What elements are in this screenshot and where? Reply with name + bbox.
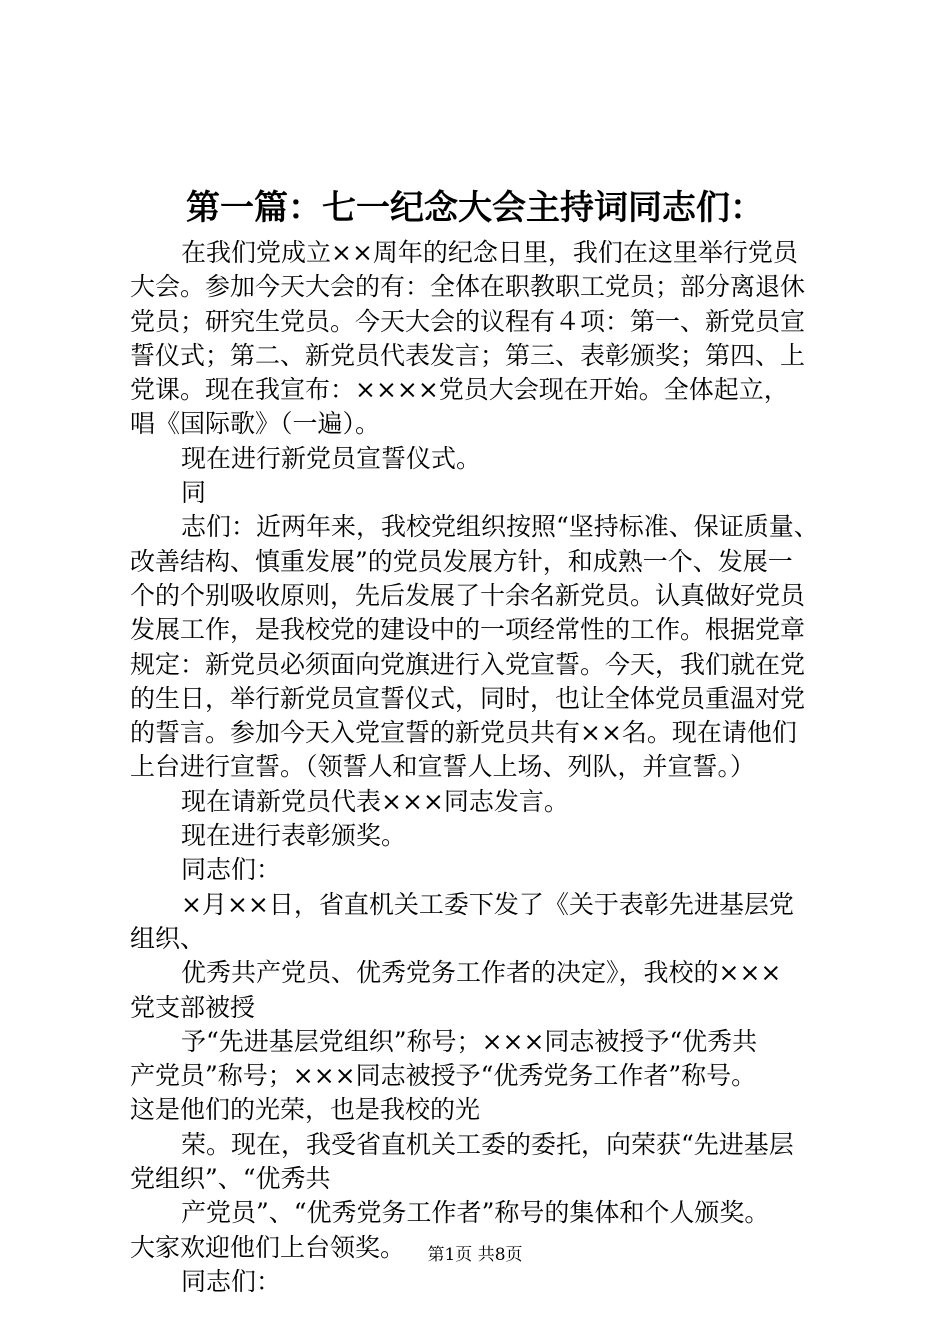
body-line: 的生日，举行新党员宣誓仪式，同时，也让全体党员重温对党 xyxy=(130,683,806,713)
body-line: 产党员”、“优秀党务工作者”称号的集体和个人颁奖。 xyxy=(181,1198,770,1228)
body-line: 党组织”、“优秀共 xyxy=(130,1164,331,1194)
body-line: 予“先进基层党组织”称号；×××同志被授予“优秀共 xyxy=(181,1026,758,1056)
body-line: 同志们： xyxy=(181,1266,282,1296)
body-line: 个的个别吸收原则，先后发展了十余名新党员。认真做好党员 xyxy=(130,580,806,610)
body-line: 荣。现在，我受省直机关工委的委托，向荣获“先进基层 xyxy=(181,1129,794,1159)
page-footer: 第1页 共8页 xyxy=(427,1245,523,1265)
body-line: 产党员”称号；×××同志被授予“优秀党务工作者”称号。 xyxy=(130,1061,757,1091)
body-line: 现在进行新党员宣誓仪式。 xyxy=(181,443,482,473)
body-line: 优秀共产党员、优秀党务工作者的决定》，我校的××× xyxy=(181,958,782,988)
body-line: 这是他们的光荣，也是我校的光 xyxy=(130,1095,481,1125)
body-line: 大家欢迎他们上台领奖。 xyxy=(130,1232,406,1262)
body-line: 党员；研究生党员。今天大会的议程有４项：第一、新党员宣 xyxy=(130,306,806,336)
body-line: 现在进行表彰颁奖。 xyxy=(181,821,407,851)
body-line: 志们：近两年来，我校党组织按照“坚持标准、保证质量、 xyxy=(181,512,819,542)
body-line: ×月××日，省直机关工委下发了《关于表彰先进基层党 xyxy=(181,889,794,919)
body-line: 党支部被授 xyxy=(130,992,256,1022)
body-line: 同 xyxy=(181,478,207,508)
body-line: 誓仪式；第二、新党员代表发言；第三、表彰颁奖；第四、上 xyxy=(130,340,806,370)
document-title: 第一篇：七一纪念大会主持词同志们： xyxy=(186,188,764,228)
body-line: 唱《国际歌》（一遍）。 xyxy=(130,409,381,439)
body-line: 大会。参加今天大会的有：全体在职教职工党员；部分离退休 xyxy=(130,272,806,302)
body-line: 上台进行宣誓。（领誓人和宣誓人上场、列队，并宣誓。） xyxy=(130,752,756,782)
body-line: 改善结构、慎重发展”的党员发展方针，和成熟一个、发展一 xyxy=(130,546,793,576)
body-line: 的誓言。参加今天入党宣誓的新党员共有××名。现在请他们 xyxy=(130,718,797,748)
body-line: 规定：新党员必须面向党旗进行入党宣誓。今天，我们就在党 xyxy=(130,649,806,679)
body-line: 在我们党成立××周年的纪念日里，我们在这里举行党员 xyxy=(181,238,798,267)
body-line: 同志们： xyxy=(181,855,282,885)
body-line: 现在请新党员代表×××同志发言。 xyxy=(181,786,569,816)
document-body xyxy=(130,236,838,1299)
body-line: 党课。现在我宣布：××××党员大会现在开始。全体起立， xyxy=(130,375,789,405)
body-line: 发展工作，是我校党的建设中的一项经常性的工作。根据党章 xyxy=(130,615,806,645)
body-line: 组织、 xyxy=(130,923,206,953)
